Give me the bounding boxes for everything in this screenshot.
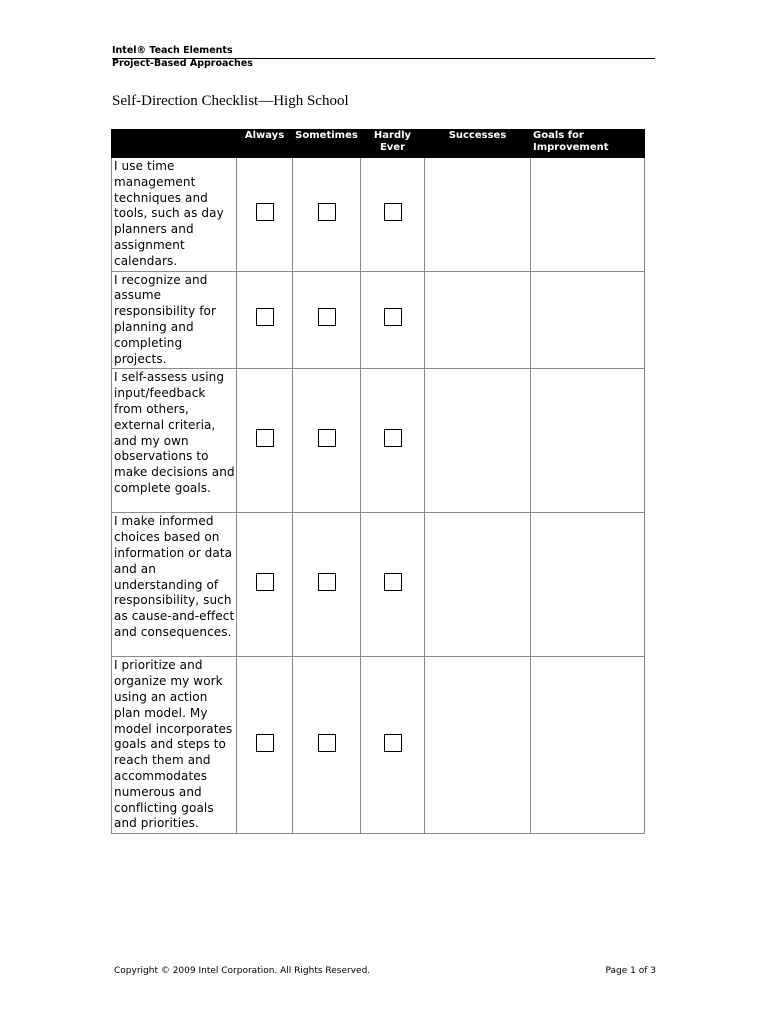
checkbox-always[interactable] — [256, 203, 274, 221]
header-rule — [112, 58, 655, 59]
checkbox-sometimes[interactable] — [318, 308, 336, 326]
checkbox-always[interactable] — [256, 573, 274, 591]
successes-cell[interactable] — [425, 271, 531, 369]
checkbox-always[interactable] — [256, 429, 274, 447]
table-row — [112, 657, 645, 834]
goals-cell[interactable] — [531, 271, 645, 369]
goals-cell[interactable] — [531, 369, 645, 513]
footer-copyright: Copyright © 2009 Intel Corporation. All Rights Reserved. — [114, 966, 371, 976]
successes-cell[interactable] — [425, 513, 531, 657]
criterion-text: I use time management techniques and tools, such as day planners and assignment calendars. — [112, 158, 237, 272]
column-header-always: Always — [237, 130, 293, 158]
header-subtitle: Project-Based Approaches — [112, 58, 253, 69]
goals-cell[interactable] — [531, 158, 645, 272]
page-title: Self-Direction Checklist—High School — [112, 93, 349, 109]
checkbox-sometimes[interactable] — [318, 573, 336, 591]
criterion-text: I recognize and assume responsibility for planning and completing projects. — [112, 271, 237, 369]
checkbox-hardly-ever[interactable] — [384, 203, 402, 221]
criterion-text: I make informed choices based on information or data and an understanding of responsibility, such as cause-and-effect and consequences. — [112, 513, 237, 657]
checkbox-hardly-ever[interactable] — [384, 429, 402, 447]
checklist-table — [111, 129, 645, 834]
checkbox-sometimes[interactable] — [318, 429, 336, 447]
column-header-hardly-ever: Hardly Ever — [361, 130, 425, 158]
criterion-text: I prioritize and organize my work using an action plan model. My model incorporates goals and steps to reach them and accommodates numerous and conflicting goals and priorities. — [112, 657, 237, 834]
checkbox-hardly-ever[interactable] — [384, 308, 402, 326]
table-header-row — [112, 130, 645, 158]
column-header-criterion — [112, 130, 237, 158]
checkbox-always[interactable] — [256, 734, 274, 752]
table-row — [112, 271, 645, 369]
table-row — [112, 158, 645, 272]
column-header-successes: Successes — [425, 130, 531, 158]
footer-page-number: Page 1 of 3 — [605, 966, 656, 976]
successes-cell[interactable] — [425, 369, 531, 513]
document-header — [112, 44, 655, 70]
table-row — [112, 369, 645, 513]
goals-cell[interactable] — [531, 513, 645, 657]
table-row — [112, 513, 645, 657]
successes-cell[interactable] — [425, 158, 531, 272]
successes-cell[interactable] — [425, 657, 531, 834]
checkbox-hardly-ever[interactable] — [384, 734, 402, 752]
column-header-sometimes: Sometimes — [293, 130, 361, 158]
header-brand: Intel® Teach Elements — [112, 45, 233, 56]
criterion-text: I self-assess using input/feedback from others, external criteria, and my own observations to make decisions and complete goals. — [112, 369, 237, 513]
checkbox-hardly-ever[interactable] — [384, 573, 402, 591]
checkbox-always[interactable] — [256, 308, 274, 326]
checkbox-sometimes[interactable] — [318, 734, 336, 752]
column-header-goals: Goals for Improvement — [531, 130, 645, 158]
goals-cell[interactable] — [531, 657, 645, 834]
checkbox-sometimes[interactable] — [318, 203, 336, 221]
